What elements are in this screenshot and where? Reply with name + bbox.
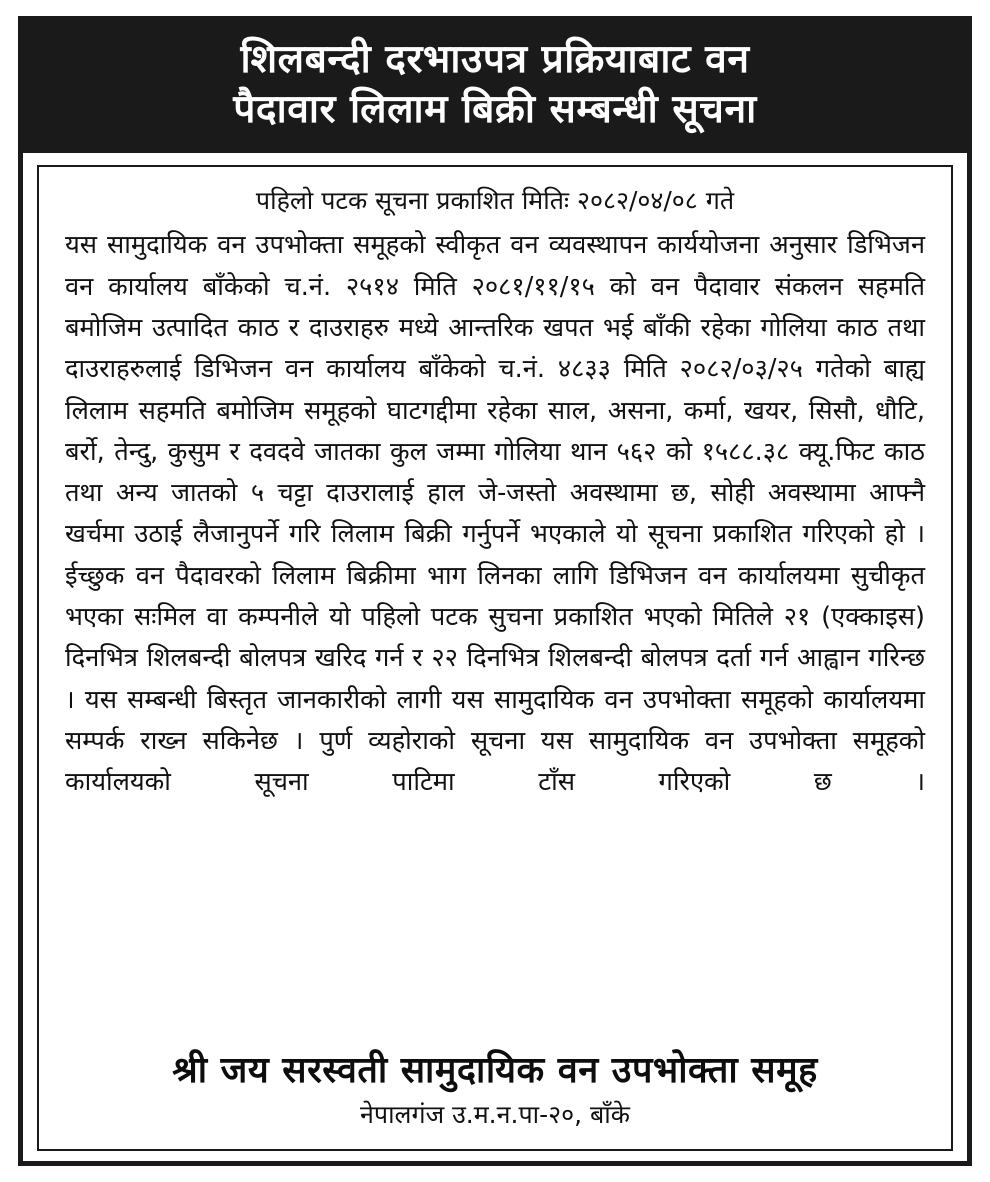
notice-title-line-1: शिलबन्दी दरभाउपत्र प्रक्रियाबाट वन [240,37,750,82]
notice-header [23,21,967,153]
organization-name: श्री जय सरस्वती सामुदायिक वन उपभोक्ता समूह [172,1049,818,1091]
notice-footer [65,1048,925,1136]
notice-body-frame [37,165,953,1151]
notice-body-wrapper [23,153,967,1161]
body-spacer [65,803,925,1047]
publication-date: पहिलो पटक सूचना प्रकाशित मितिः २०८२/०४/०८ गते [255,185,735,215]
notice-body-text: यस सामुदायिक वन उपभोक्ता समूहको स्वीकृत वन व्यवस्थापन कार्ययोजना अनुसार डिभिजन वन कार्यालय बाँकेको च.नं. २५१४ मिति २०८१/११/१५ को वन पैदावार संकलन सहमति बमोजिम उत्पादित काठ र दाउराहरु मध्ये आन्तरिक खपत भई बाँकी रहेका गोलिया काठ तथा दाउराहरुलाई डिभिजन वन कार्यालय बाँकेको च.नं. ४८३३ मिति २०८२/०३/२५ गतेको बाह्य लिलाम सहमति बमोजिम समूहको घाटगद्दीमा रहेका साल, असना, कर्मा, खयर, सिसौ, धौटि, बर्रो, तेन्दु, कुसुम र दवदवे जातका कुल जम्मा गोलिया थान ५६२ को १५८८.३८ क्यू.फिट काठ तथा अन्य जातको ५ चट्टा दाउरालाई हाल जे-जस्तो अवस्थामा छ, सोही अवस्थामा आफ्नै खर्चमा उठाई लैजानुपर्ने गरि लिलाम बिक्री गर्नुपर्ने भएकाले यो सूचना प्रकाशित गरिएको हो । ईच्छुक वन पैदावरको लिलाम बिक्रीमा भाग लिनका लागि डिभिजन वन कार्यालयमा सुचीकृत भएका सःमिल वा कम्पनीले यो पहिलो पटक सुचना प्रकाशित भएको मितिले २१ (एक्काइस) दिनभित्र शिलबन्दी बोलपत्र खरिद गर्न र २२ दिनभित्र शिलबन्दी बोलपत्र दर्ता गर्न आह्वान गरिन्छ । यस सम्बन्धी बिस्तृत जानकारीको लागी यस सामुदायिक वन उपभोक्ता समूहको कार्यालयमा सम्पर्क राख्न सकिनेछ । पुर्ण व्यहोराको सूचना यस सामुदायिक वन उपभोक्ता समूहको कार्यालयको सूचना पाटिमा टाँस गरिएको छ । [65,230,925,798]
notice-title-line-2: पैदावार लिलाम बिक्री सम्बन्धी सूचना [233,86,757,132]
notice-card [18,16,972,1166]
organization-address: नेपालगंज उ.म.न.पा-२०, बाँके [360,1099,630,1129]
